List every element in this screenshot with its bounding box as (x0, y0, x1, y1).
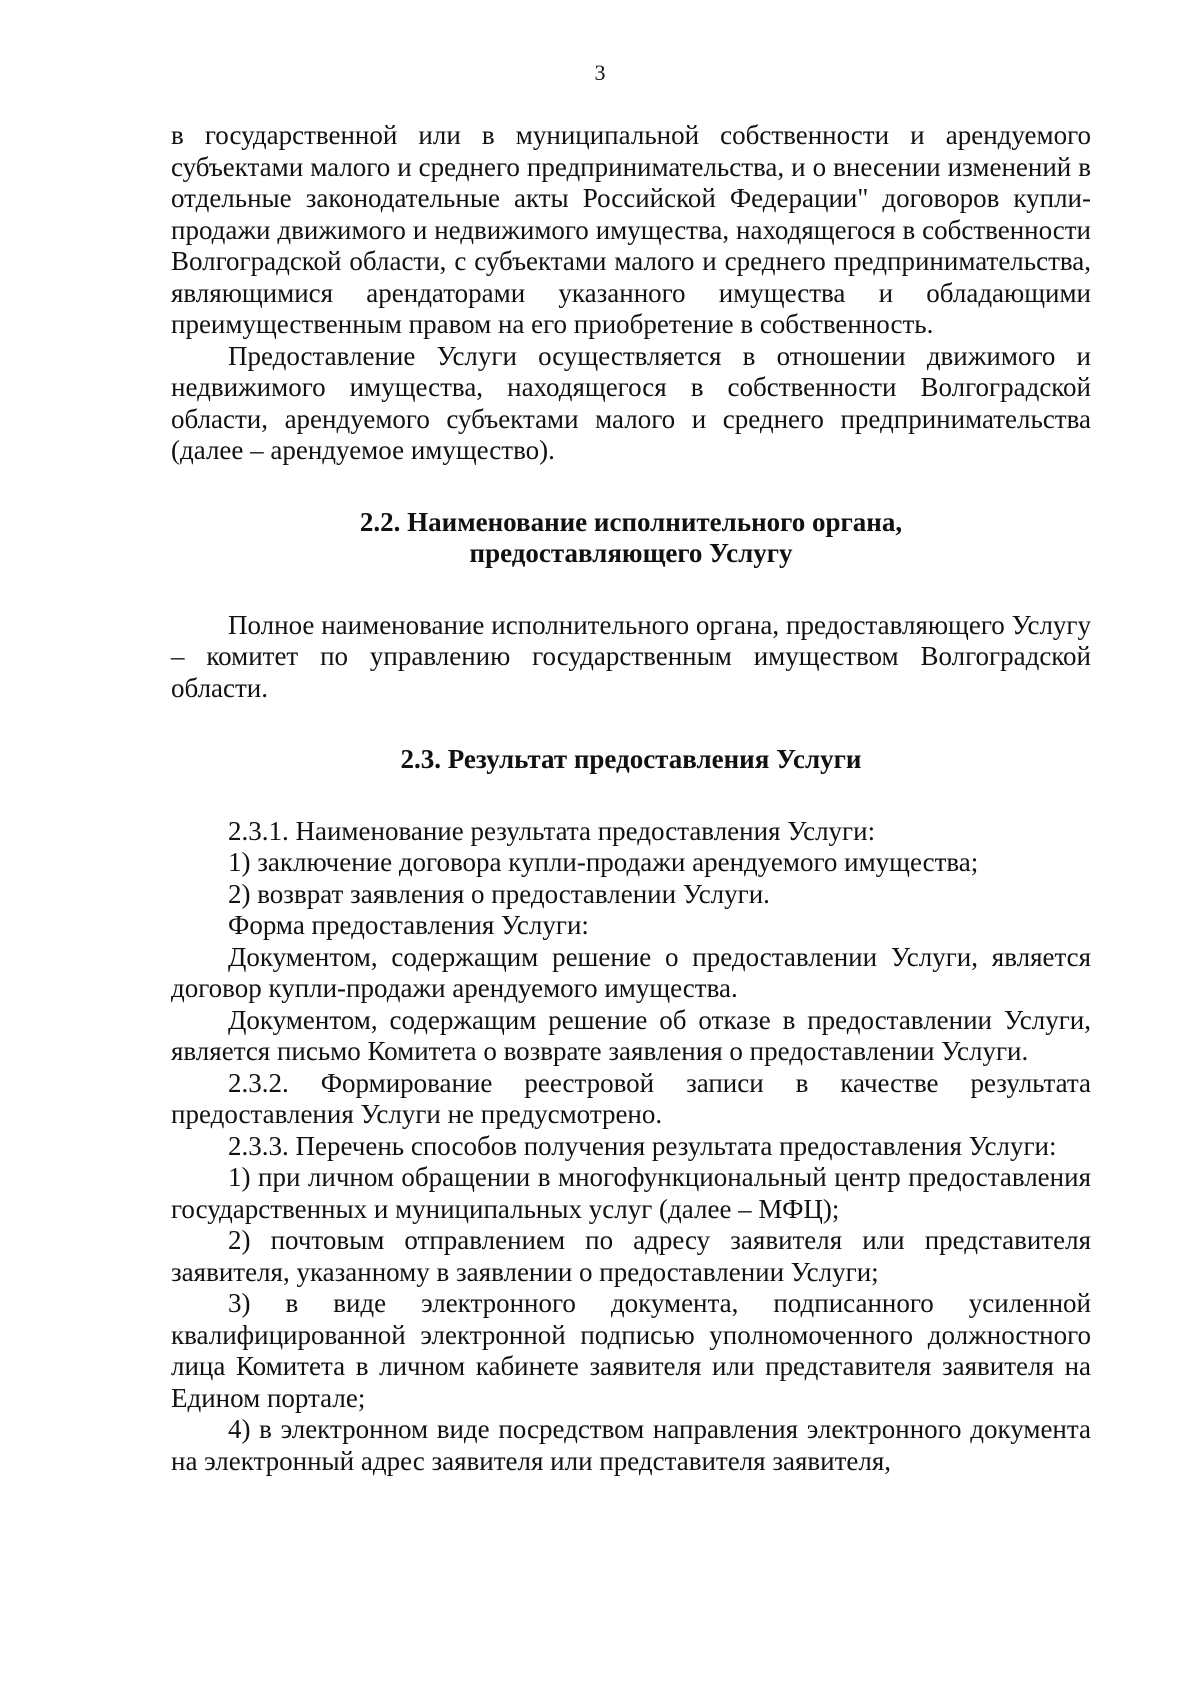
result-form-positive: Документом, содержащим решение о предоставлении Услуги, является договор купли-продажи арендуемого имущества. (171, 941, 1091, 1003)
intro-paragraph-continued: в государственной или в муниципальной собственности и арендуемого субъектами малого и среднего предпринимательства, и о внесении изменений в отдельные законодательные акты Российской Федерации" договоров купли-продажи движимого и недвижимого имущества, находящегося в собственности Волгоградской области, с субъектами малого и среднего предпринимательства, являющимися арендаторами указанного имущества и обладающими преимущественным правом на его приобретение в собственность. (171, 120, 1091, 339)
section-2-2-heading-line2: предоставляющего Услугу (469, 538, 793, 568)
result-item-2: 2) возврат заявления о предоставлении Услуги. (228, 878, 770, 909)
page-number: 3 (594, 60, 606, 85)
method-item-3: 3) в виде электронного документа, подписанного усиленной квалифицированной электронной подписью уполномоченного должностного лица Комитета в личном кабинете заявителя или представителя заявителя на Едином портале; (171, 1288, 1091, 1413)
section-2-3-3-title: 2.3.3. Перечень способов получения результата предоставления Услуги: (228, 1130, 1057, 1161)
section-2-2-text: Полное наименование исполнительного органа, предоставляющего Услугу – комитет по управлению государственным имуществом Волгоградской области. (171, 609, 1091, 703)
document-body (171, 120, 1091, 1477)
method-item-1: 1) при личном обращении в многофункциональный центр предоставления государственных и муниципальных услуг (далее – МФЦ); (171, 1162, 1091, 1224)
result-item-1: 1) заключение договора купли-продажи арендуемого имущества; (228, 847, 979, 877)
intro-paragraph-scope: Предоставление Услуги осуществляется в отношении движимого и недвижимого имущества, находящегося в собственности Волгоградской области, арендуемого субъектами малого и среднего предпринимательства (далее – арендуемое имущество). (171, 340, 1091, 465)
section-2-2-heading-line1: 2.2. Наименование исполнительного органа, (359, 506, 903, 537)
method-item-4: 4) в электронном виде посредством направления электронного документа на электронный адрес заявителя или представителя заявителя, (171, 1414, 1091, 1476)
section-2-3-2-text: 2.3.2. Формирование реестровой записи в качестве результата предоставления Услуги не предусмотрено. (171, 1067, 1091, 1129)
result-form-refusal: Документом, содержащим решение об отказе в предоставлении Услуги, является письмо Комитета о возврате заявления о предоставлении Услуги. (171, 1004, 1091, 1066)
method-item-2: 2) почтовым отправлением по адресу заявителя или представителя заявителя, указанному в заявлении о предоставлении Услуги; (171, 1225, 1091, 1287)
result-form-title: Форма предоставления Услуги: (228, 910, 589, 940)
section-2-2-heading (171, 507, 1091, 570)
section-2-3-heading: 2.3. Результат предоставления Услуги (400, 744, 862, 774)
section-2-3-1-title: 2.3.1. Наименование результата предоставления Услуги: (228, 815, 876, 846)
